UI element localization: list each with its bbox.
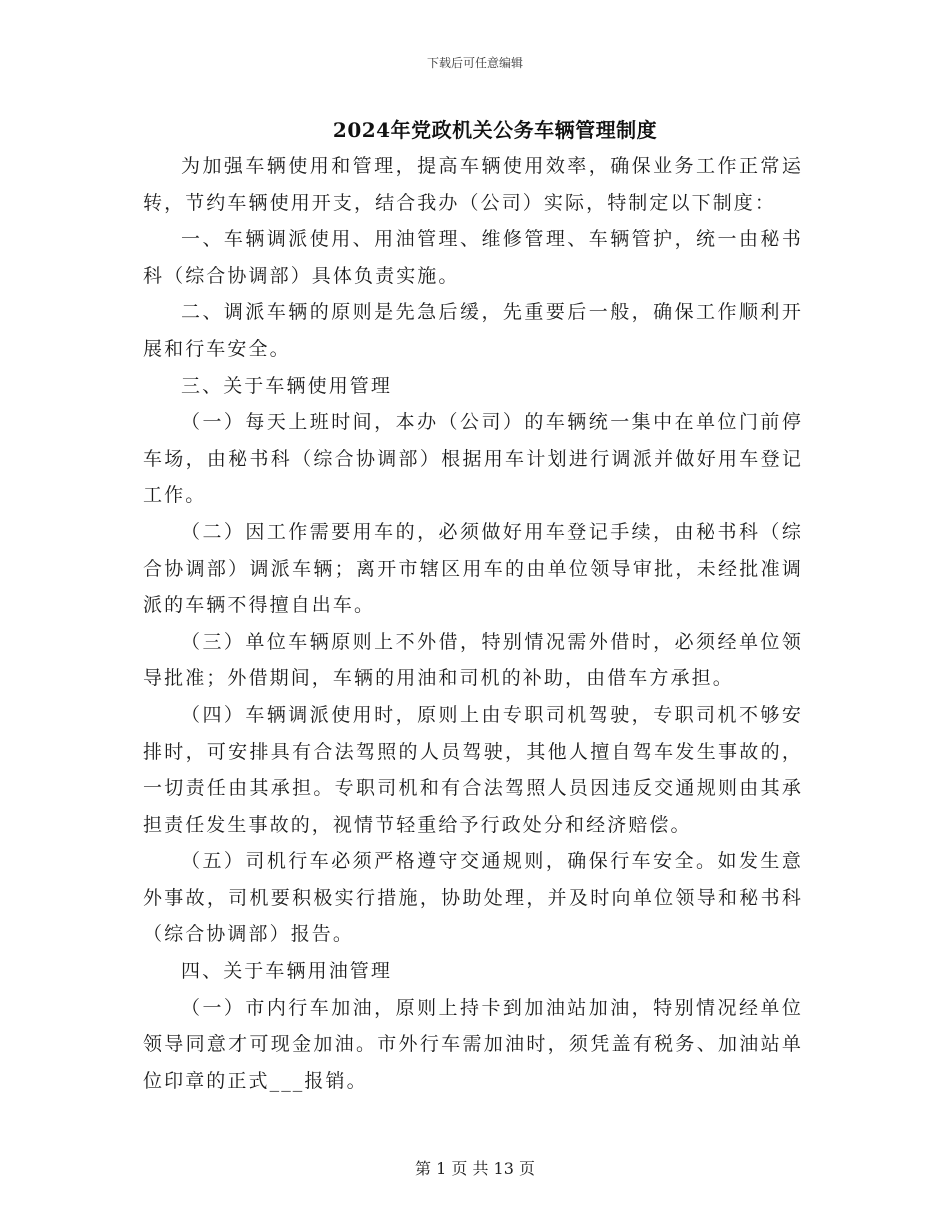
paragraph: （五）司机行车必须严格遵守交通规则，确保行车安全。如发生意外事故，司机要积极实行措施，协助处理，并及时向单位领导和秘书科（综合协调部）报告。 (143, 850, 803, 946)
paragraph: （一）市内行车加油，原则上持卡到加油站加油，特别情况经单位领导同意才可现金加油。市外行车需加油时，须凭盖有税务、加油站单位印章的正式___报销。 (143, 996, 803, 1092)
paragraph: （一）每天上班时间，本办（公司）的车辆统一集中在单位门前停车场，由秘书科（综合协调部）根据用车计划进行调派并做好用车登记工作。 (143, 411, 803, 507)
paragraph: （二）因工作需要用车的，必须做好用车登记手续，由秘书科（综合协调部）调派车辆；离开市辖区用车的由单位领导审批，未经批准调派的车辆不得擅自出车。 (143, 520, 803, 617)
paragraph: 二、调派车辆的原则是先急后缓，先重要后一般，确保工作顺利开展和行车安全。 (143, 301, 803, 360)
paragraph: 为加强车辆使用和管理，提高车辆使用效率，确保业务工作正常运转，节约车辆使用开支，结合我办（公司）实际，特制定以下制度： (143, 155, 803, 214)
page-number: 第 1 页 共 13 页 (415, 1159, 535, 1178)
document-body (143, 148, 803, 1099)
header-note: 下载后可任意编辑 (426, 56, 523, 70)
document-title: 2024年党政机关公务车辆管理制度 (332, 118, 658, 142)
section-heading: 四、关于车辆用油管理 (181, 960, 393, 983)
paragraph: （四）车辆调派使用时，原则上由专职司机驾驶，专职司机不够安排时，可安排具有合法驾照的人员驾驶，其他人擅自驾车发生事故的，一切责任由其承担。专职司机和有合法驾照人员因违反交通规则由其承担责任发生事故的，视情节轻重给予行政处分和经济赔偿。 (143, 703, 803, 836)
paragraph: 一、车辆调派使用、用油管理、维修管理、车辆管护，统一由秘书科（综合协调部）具体负责实施。 (143, 228, 803, 287)
section-heading: 三、关于车辆使用管理 (181, 374, 393, 397)
paragraph: （三）单位车辆原则上不外借，特别情况需外借时，必须经单位领导批准；外借期间，车辆的用油和司机的补助，由借车方承担。 (143, 630, 803, 690)
